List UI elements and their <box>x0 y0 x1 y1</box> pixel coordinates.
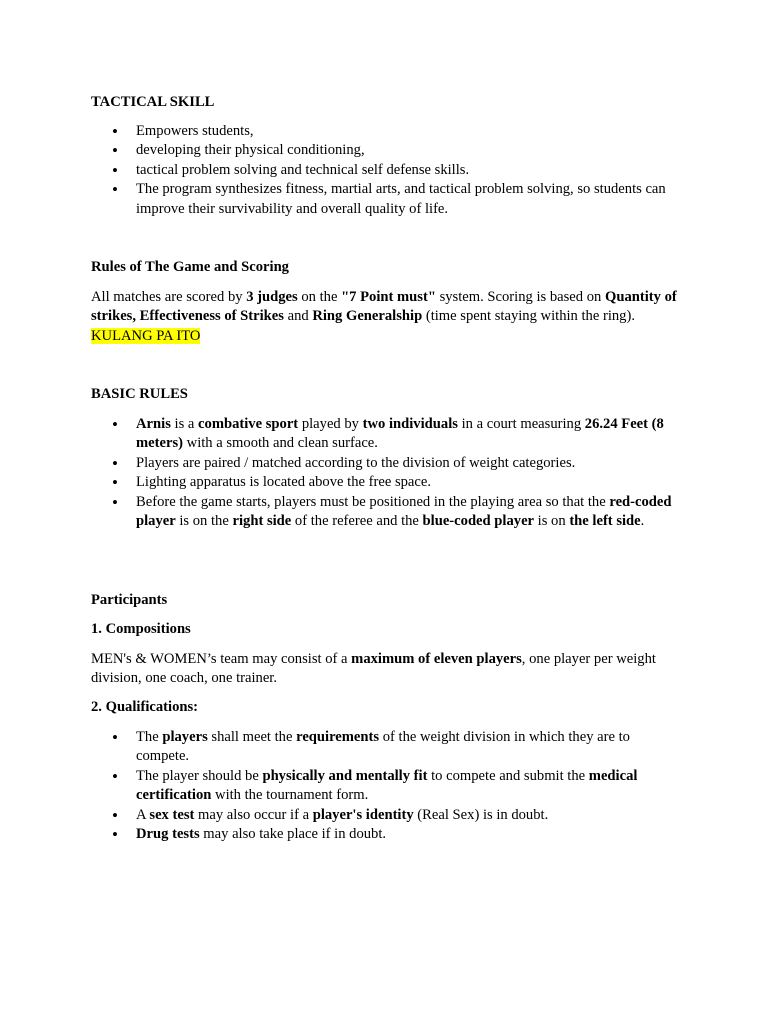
compositions-heading: 1. Compositions <box>91 621 191 637</box>
tactical-skill-list <box>91 122 681 219</box>
list-item: • tactical problem solving and technical self defense skills. <box>91 161 681 180</box>
compositions-paragraph: MEN's & WOMEN’s team may consist of a maximum of eleven players, one player per weight division, one coach, one trainer. <box>91 651 656 687</box>
list-item: • The program synthesizes fitness, martial arts, and tactical problem solving, so students can improve their survivability and overall quality of life. <box>91 180 681 219</box>
rules-paragraph: All matches are scored by 3 judges on the "7 Point must" system. Scoring is based on Quantity of strikes, Effectiveness of Strikes and Ring Generalship (time spent staying within the ring). KULANG PA ITO <box>91 289 677 344</box>
tactical-skill-heading: TACTICAL SKILL <box>91 94 215 110</box>
list-item: • Arnis is a combative sport played by two individuals in a court measuring 26.24 Feet (8 meters) with a smooth and clean surface. <box>91 415 681 454</box>
highlighted-note: KULANG PA ITO <box>91 327 201 344</box>
list-item: • Before the game starts, players must be positioned in the playing area so that the red-coded player is on the right side of the referee and the blue-coded player is on the left side. <box>91 493 681 532</box>
list-item: • Drug tests may also take place if in doubt. <box>91 825 681 844</box>
list-item: • Lighting apparatus is located above the free space. <box>91 473 681 492</box>
basic-rules-list <box>91 415 681 531</box>
list-item: • Players are paired / matched according to the division of weight categories. <box>91 454 681 473</box>
qualifications-list <box>91 728 681 844</box>
list-item: • Empowers students, <box>91 122 681 141</box>
rules-heading: Rules of The Game and Scoring <box>91 259 289 275</box>
qualifications-heading: 2. Qualifications: <box>91 699 199 715</box>
list-item: • The player should be physically and mentally fit to compete and submit the medical certification with the tournament form. <box>91 767 681 806</box>
basic-rules-heading: BASIC RULES <box>91 386 188 402</box>
list-item: • developing their physical conditioning, <box>91 141 681 160</box>
list-item: • The players shall meet the requirements of the weight division in which they are to compete. <box>91 728 681 767</box>
participants-heading: Participants <box>91 592 168 608</box>
list-item: • A sex test may also occur if a player's identity (Real Sex) is in doubt. <box>91 806 681 825</box>
